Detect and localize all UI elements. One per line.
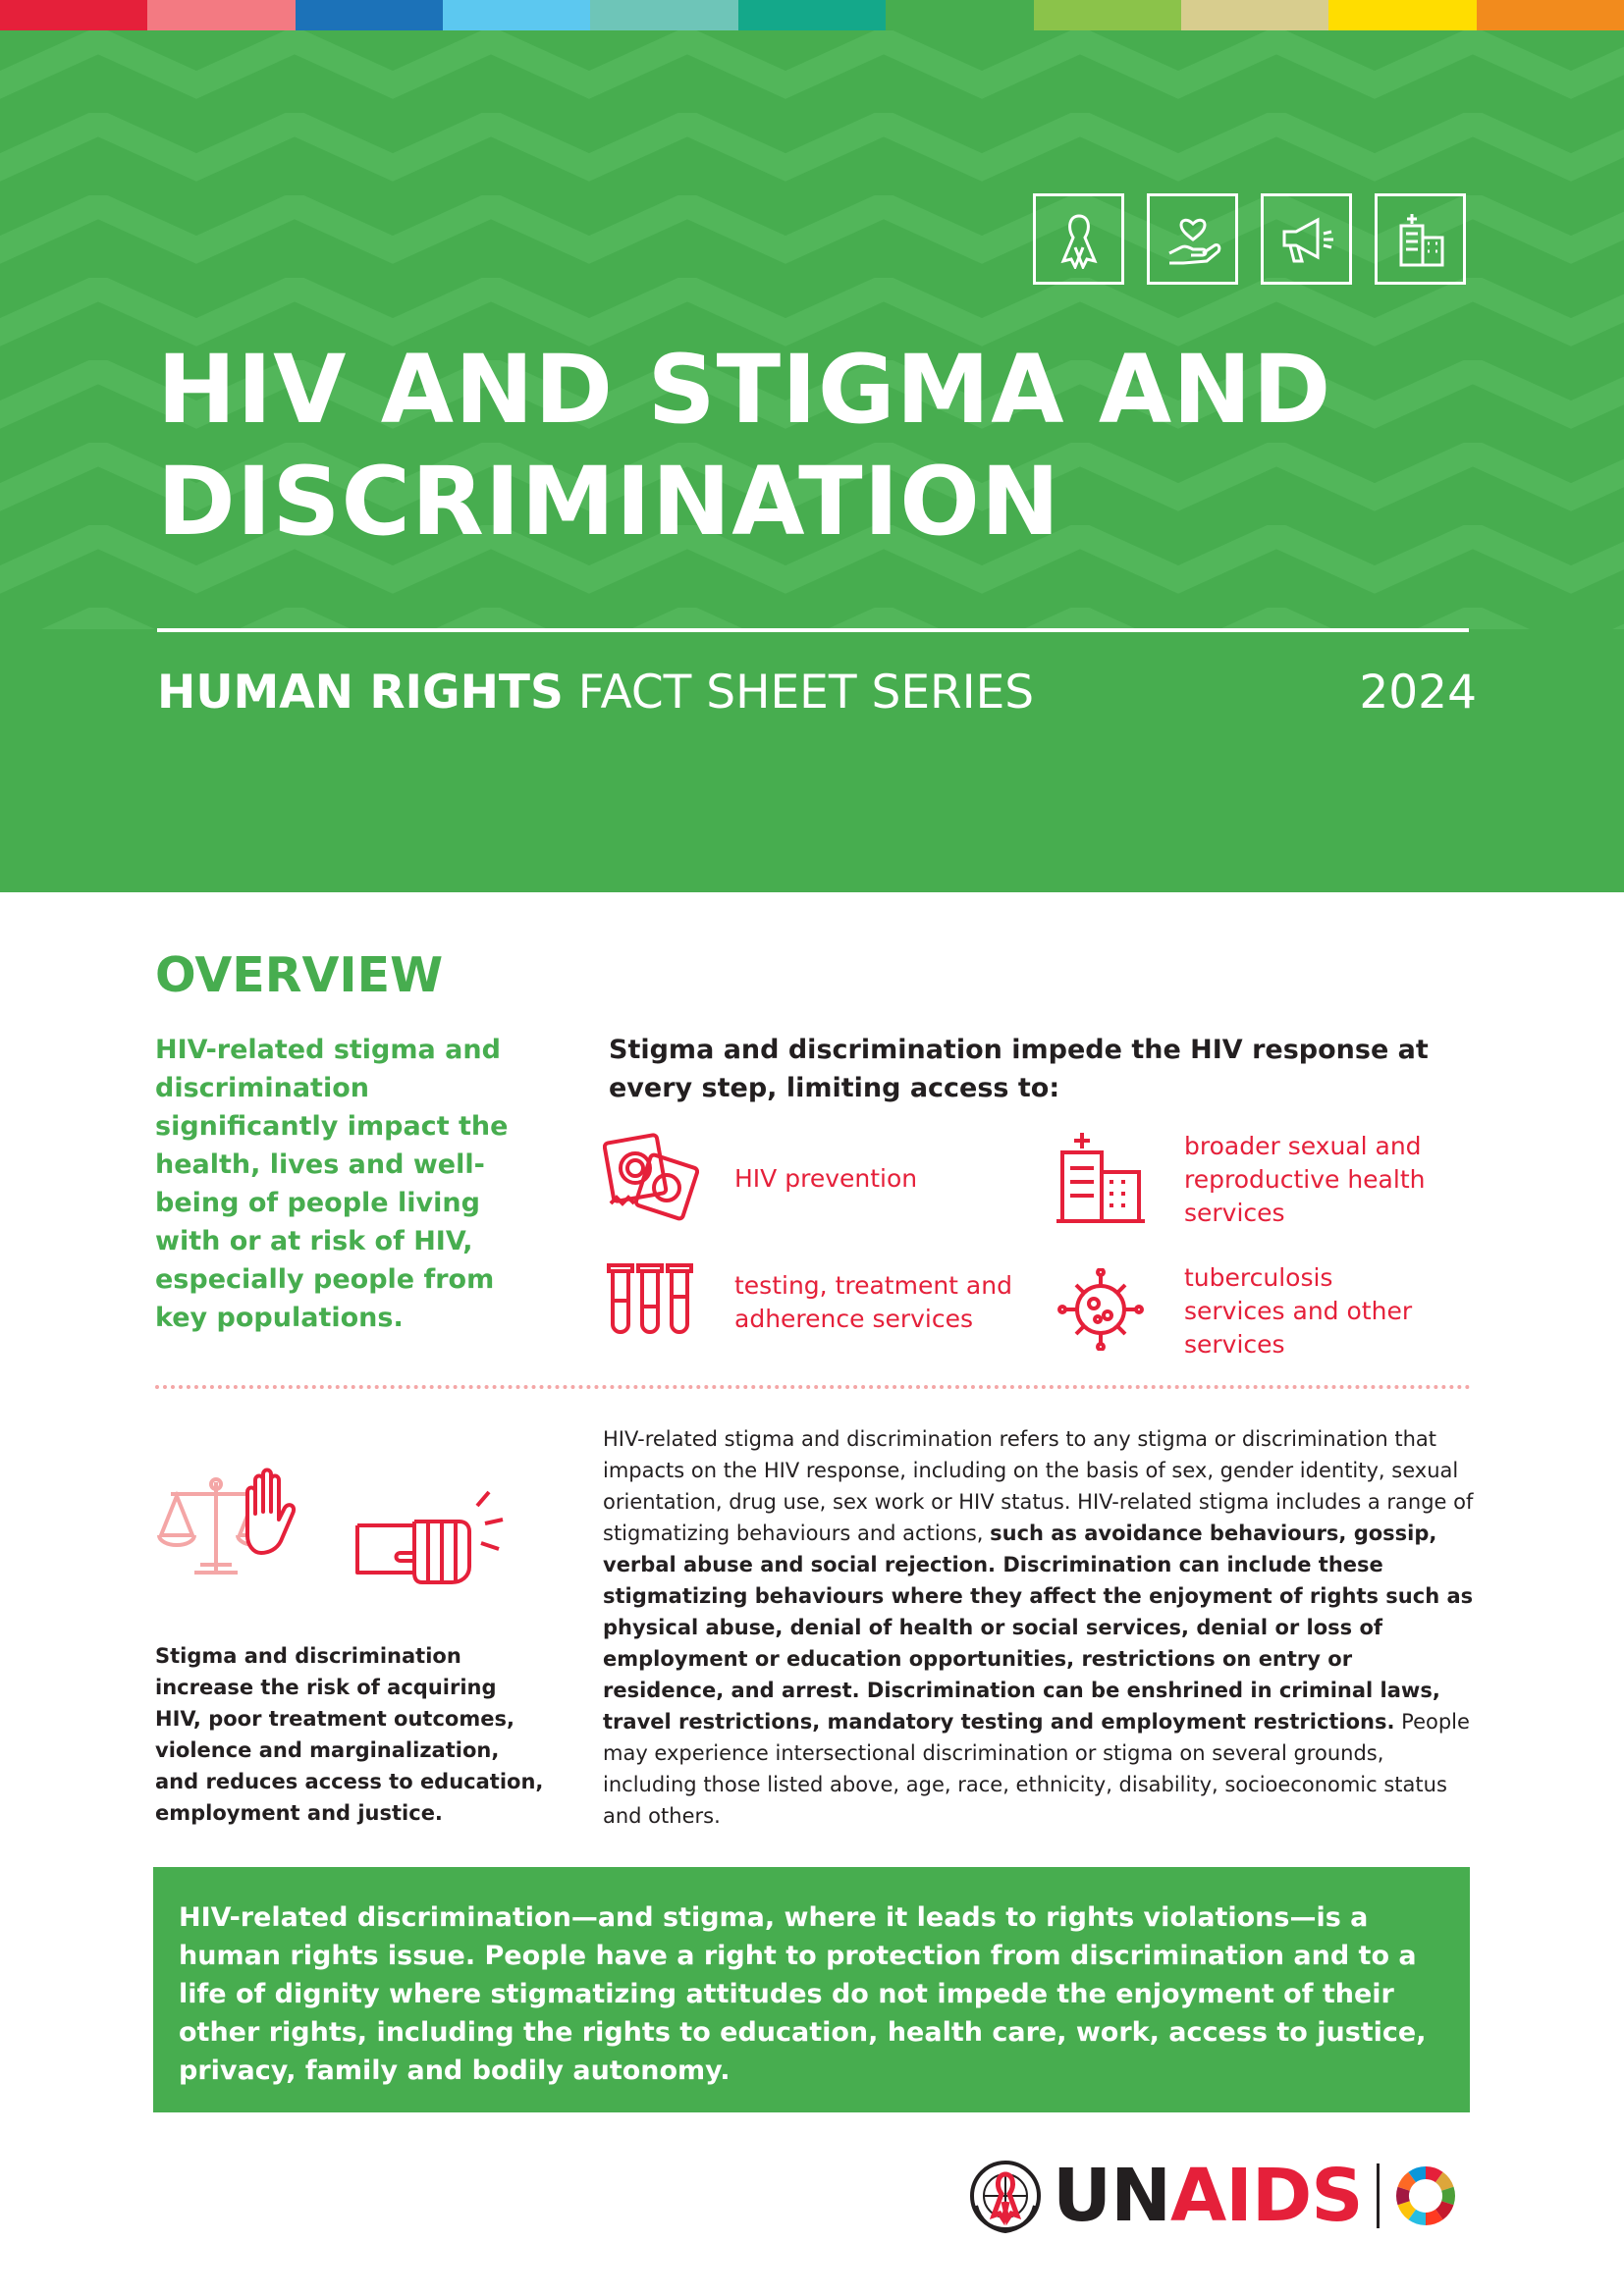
sdg-strip-segment [1477, 0, 1624, 30]
sdg-strip-segment [0, 0, 147, 30]
sdg-strip-segment [886, 0, 1033, 30]
service-label: broader sexual and reproductive health services [1184, 1132, 1426, 1227]
sdg-strip-segment [296, 0, 443, 30]
definition-text [603, 1423, 1477, 1832]
cover-header [0, 30, 1624, 892]
sdg-strip-segment [443, 0, 590, 30]
logo-separator [1377, 2163, 1380, 2228]
service-label: testing, treatment and adherence services [734, 1271, 1012, 1333]
definition-part: HIV-related stigma and discrimination refers to any stigma or discrimination that impacts on the HIV response, including on the basis of sex, gender identity, sexual orientation, drug use, sex work or HIV status. HIV-related stigma includes a range of stigmatizing behaviours and actions, [603, 1427, 1474, 1545]
unaids-wordmark [1053, 2154, 1363, 2238]
definition-bold-part: such as avoidance behaviours, gossip, verbal abuse and social rejection. Discrimination can include these stigmatizing behaviours where they affect the enjoyment of rights such as physical abuse, denial of health or social services, denial or loss of employment or education opportunities, restrictions on entry or residence, and arrest. Discrimination can be enshrined in criminal laws, travel restrictions, mandatory testing and employment restrictions. [603, 1522, 1474, 1734]
overview-lead: HIV-related stigma and discrimination significantly impact the health, lives and well-being of people living with or at risk of HIV, especially people from key populations. [155, 1035, 509, 1333]
hospital-icon [1375, 193, 1466, 285]
title-divider [157, 628, 1469, 632]
service-hiv-prevention [603, 1129, 931, 1229]
series-bold: HUMAN RIGHTS [157, 666, 564, 720]
wordmark-un: UN [1053, 2154, 1171, 2238]
section-divider-dotted [155, 1385, 1471, 1389]
megaphone-icon [1261, 193, 1352, 285]
callout-text: HIV-related discrimination—and stigma, where it leads to rights violations—is a human rights issue. People have a right to protection from discrimination and to a life of dignity where stigmatizing attitudes do not impede the enjoyment of their other rights, including the rights to education, health care, work, access to justice, privacy, family and bodily autonomy. [179, 1902, 1427, 2086]
impede-heading: Stigma and discrimination impede the HIV response at every step, limiting access to: [609, 1035, 1429, 1103]
sdg-strip-segment [1328, 0, 1476, 30]
section-title-overview: OVERVIEW [155, 947, 444, 1003]
service-testing [603, 1261, 1029, 1344]
unaids-logo [966, 2147, 1477, 2245]
virus-icon [1053, 1268, 1149, 1355]
publication-year: 2024 [1359, 666, 1477, 720]
service-srh [1053, 1129, 1439, 1231]
sdg-strip-segment [738, 0, 886, 30]
series-name [157, 666, 1034, 720]
un-emblem-icon [966, 2157, 1045, 2235]
service-tb [1053, 1261, 1439, 1362]
stop-hand-icon [247, 1470, 294, 1554]
ribbon-icon [1033, 193, 1124, 285]
sdg-strip-segment [1034, 0, 1181, 30]
page-title [157, 334, 1473, 558]
hospital-building-icon [1053, 1129, 1149, 1231]
sdg-strip-segment [590, 0, 737, 30]
service-label: HIV prevention [734, 1164, 918, 1193]
definition-part: People may experience intersectional discrimination or stigma on several grounds, including those listed above, age, race, ethnicity, disability, socioeconomic status and others. [603, 1710, 1470, 1828]
topic-icons [1033, 193, 1466, 285]
heart-hand-icon [1147, 193, 1238, 285]
risk-caption: Stigma and discrimination increase the risk of acquiring HIV, poor treatment outcomes, violence and marginalization, and reduces access to education, employment and justice. [155, 1644, 544, 1825]
rights-callout [153, 1867, 1470, 2112]
test-tubes-icon [603, 1261, 699, 1344]
title-line: DISCRIMINATION [157, 447, 1061, 557]
sdg-color-strip [0, 0, 1624, 30]
condom-icon [603, 1129, 699, 1229]
fist-icon [357, 1492, 503, 1582]
series-light: FACT SHEET SERIES [577, 666, 1035, 720]
service-label: tuberculosis services and other services [1184, 1263, 1413, 1359]
sdg-strip-segment [147, 0, 295, 30]
sdg-strip-segment [1181, 0, 1328, 30]
title-line: HIV AND STIGMA AND [157, 335, 1332, 445]
discrimination-illustration [157, 1463, 530, 1594]
wordmark-aids: AIDS [1170, 2154, 1363, 2238]
sdg-wheel-icon [1393, 2163, 1458, 2228]
